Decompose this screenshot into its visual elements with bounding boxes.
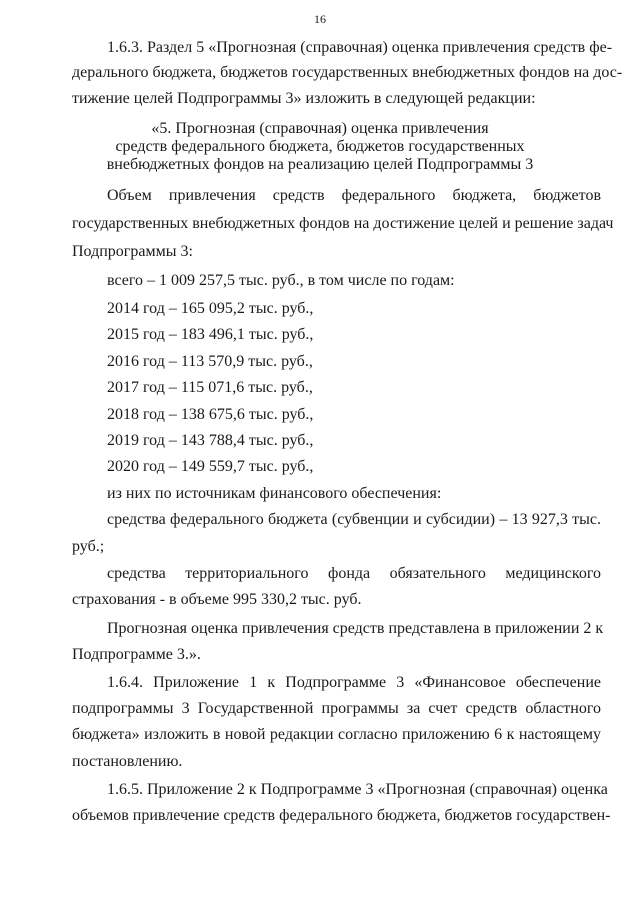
year-item: 2015 год – 183 496,1 тыс. руб., [107,326,314,343]
year-item: 2018 год – 138 675,6 тыс. руб., [107,406,314,423]
federal-funds-line-1: средства федерального бюджета (субвенции и субсидии) – 13 927,3 тыс. [107,511,601,528]
item-1-6-3-line-2: дерального бюджета, бюджетов государственных внебюджетных фондов на дос- [72,64,623,81]
intro-line-1: Объем привлечения средств федерального бюджета, бюджетов [107,187,601,204]
item-1-6-3-line-1: 1.6.3. Раздел 5 «Прогнозная (справочная) оценка привлечения средств фе- [107,39,613,56]
territorial-fund-line-2: страхования - в объеме 995 330,2 тыс. руб. [72,591,362,608]
federal-funds-line-2: руб.; [72,538,105,555]
item-1-6-4-line-3: бюджета» изложить в новой редакции согласно приложению 6 к настоящему [72,726,601,743]
year-item: 2017 год – 115 071,6 тыс. руб., [107,379,313,396]
section-heading-line-2: средств федерального бюджета, бюджетов государственных [115,138,525,155]
item-1-6-3-line-3: тижение целей Подпрограммы 3» изложить в следующей редакции: [72,90,536,107]
intro-line-3: Подпрограммы 3: [72,243,193,260]
item-1-6-5-line-2: объемов привлечение средств федерального бюджета, бюджетов государствен- [72,807,611,824]
forecast-note-line-2: Подпрограмме 3.». [72,646,201,663]
section-heading-line-1: «5. Прогнозная (справочная) оценка привлечения [151,120,489,137]
year-item: 2020 год – 149 559,7 тыс. руб., [107,458,314,475]
year-item: 2016 год – 113 570,9 тыс. руб., [107,353,313,370]
section-heading-line-3: внебюджетных фондов на реализацию целей Подпрограммы 3 [106,156,534,173]
year-item: 2014 год – 165 095,2 тыс. руб., [107,300,314,317]
item-1-6-4-line-1: 1.6.4. Приложение 1 к Подпрограмме 3 «Финансовое обеспечение [107,674,601,691]
forecast-note-line-1: Прогнозная оценка привлечения средств представлена в приложении 2 к [107,620,604,637]
intro-line-2: государственных внебюджетных фондов на достижение целей и решение задач [72,215,614,232]
total-amount: всего – 1 009 257,5 тыс. руб., в том числе по годам: [107,272,455,289]
item-1-6-5-line-1: 1.6.5. Приложение 2 к Подпрограмме 3 «Прогнозная (справочная) оценка [107,781,608,798]
year-item: 2019 год – 143 788,4 тыс. руб., [107,432,314,449]
page-number: 16 [314,12,326,26]
item-1-6-4-line-2: подпрограммы 3 Государственной программы за счет средств областного [72,700,601,717]
item-1-6-4-line-4: постановлению. [72,753,183,770]
sources-intro: из них по источникам финансового обеспечения: [107,485,442,502]
territorial-fund-line-1: средства территориального фонда обязательного медицинского [107,565,601,582]
